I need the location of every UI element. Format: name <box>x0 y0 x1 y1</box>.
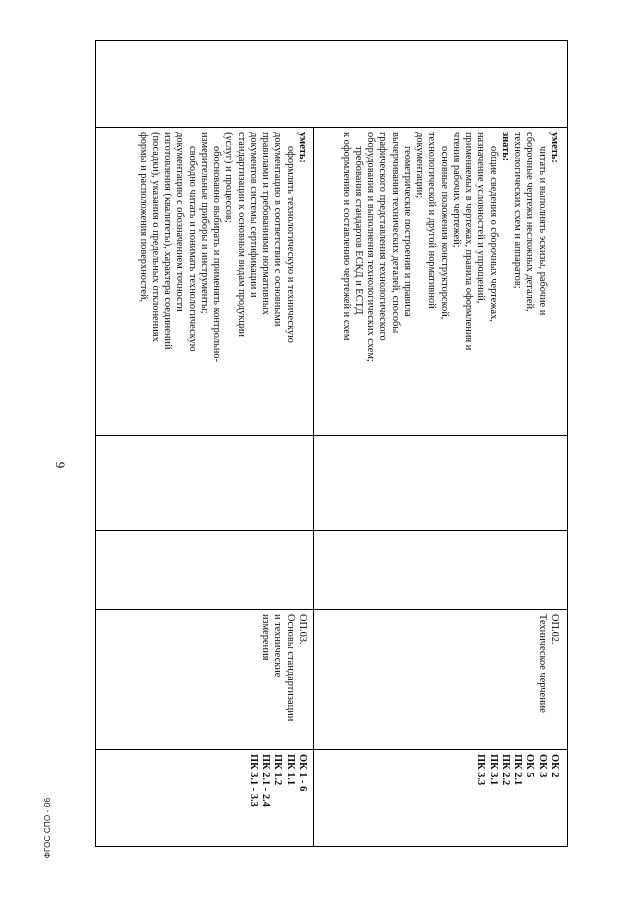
discipline-code: ОП.02. <box>549 614 560 645</box>
column-divider <box>96 435 567 436</box>
discipline-name: измерения <box>260 614 272 661</box>
skills-line: чтения рабочих чертежей; <box>451 132 462 248</box>
discipline-code: ОП.03. <box>297 614 308 645</box>
skills-line: свободно читать и понимать технологическую <box>186 146 198 352</box>
discipline-cell-row-2 <box>259 614 308 744</box>
skills-line: измерительные приборы и инструменты; <box>199 132 210 314</box>
skills-line: основные положения конструкторской, <box>438 146 450 320</box>
skills-line: графического представления технологического <box>377 132 389 341</box>
column-divider <box>96 609 567 610</box>
competency-code: ПК 3.3 <box>475 754 487 786</box>
skills-line: документацию в соответствии с основными <box>272 132 284 327</box>
discipline-cell-row-1 <box>536 614 561 744</box>
curriculum-table <box>95 40 568 847</box>
discipline-name: и технические <box>272 614 284 678</box>
row-divider <box>313 127 314 846</box>
competency-code: ОК 1 - 6 <box>297 754 308 792</box>
skills-heading: уметь: <box>549 132 560 163</box>
skills-line: документацию с обозначением точности <box>174 132 186 312</box>
skills-line: правилами и требованиями нормативных <box>260 132 272 315</box>
competencies-cell-row-2 <box>247 754 308 844</box>
skills-line: стандартизации к основным видам продукции <box>235 132 247 337</box>
document-footer: ФГОС СПО - 06 <box>43 797 52 859</box>
skills-line: читать и выполнять эскизы, рабочие и <box>536 146 548 316</box>
competency-code: ОК 2 <box>549 754 560 778</box>
column-divider <box>96 530 567 531</box>
discipline-name: Основы стандартизации <box>284 614 296 722</box>
skills-heading: уметь: <box>297 132 308 163</box>
competency-code: ПК 3.1 <box>487 754 499 786</box>
competency-code: ОК 5 <box>524 754 536 778</box>
skills-line: применяемых в чертежах, правила оформления и <box>463 132 475 351</box>
competency-code: ОК 3 <box>536 754 548 778</box>
skills-line: оформлять технологическую и техническую <box>284 146 296 343</box>
column-divider <box>96 127 567 128</box>
rotated-table <box>95 40 568 847</box>
competency-code: ПК 1.2 <box>272 754 284 786</box>
skills-heading: знать: <box>500 132 511 162</box>
competency-code: ПК 2.1 - 2.4 <box>260 754 272 807</box>
competency-code: ПК 2.1 <box>512 754 524 786</box>
skills-line: общие сведения о сборочных чертежах, <box>487 146 499 322</box>
skills-line: (посадки), указания о предельных отклонениях <box>150 132 161 342</box>
skills-line: вычерчивания технических деталей, способы <box>389 132 401 334</box>
skills-line: технологических схем и аппаратов; <box>512 132 524 289</box>
competency-code: ПК 3.1 - 3.3 <box>248 754 259 807</box>
skills-cell-row-2 <box>137 132 309 430</box>
skills-line: технологической и другой нормативной <box>426 132 438 309</box>
skills-cell-row-1 <box>340 132 561 430</box>
skills-line: документации; <box>414 132 426 199</box>
skills-line: геометрические построения и правила <box>402 146 413 317</box>
skills-line: сборочные чертежи несложных деталей, <box>524 132 536 312</box>
page-number: 9 <box>53 461 68 469</box>
discipline-name: Техническое черчение <box>536 614 548 713</box>
competency-code: ПК 2.2 <box>500 754 511 786</box>
curriculum-table-region <box>95 40 568 847</box>
skills-line: обоснованно выбирать и применять контрольно- <box>211 146 223 362</box>
skills-line: оборудования и выполнения технологических схем; <box>365 132 377 362</box>
skills-line: формы и расположения поверхностей, <box>137 132 149 303</box>
competencies-cell-row-1 <box>474 754 560 844</box>
skills-line: требования стандартов ЕСКД и ЕСТД <box>353 146 364 315</box>
skills-line: (услуг) и процессов; <box>223 132 235 223</box>
skills-line: к оформлению и составлению чертежей и схем <box>340 132 352 341</box>
competency-code: ПК 1.1 <box>284 754 296 786</box>
skills-line: назначение условностей и упрощений, <box>475 132 487 304</box>
skills-line: документов системы сертификации и <box>248 132 259 298</box>
column-divider <box>96 749 567 750</box>
skills-line: изготовления (квалитеты), характера соединений <box>162 132 174 350</box>
